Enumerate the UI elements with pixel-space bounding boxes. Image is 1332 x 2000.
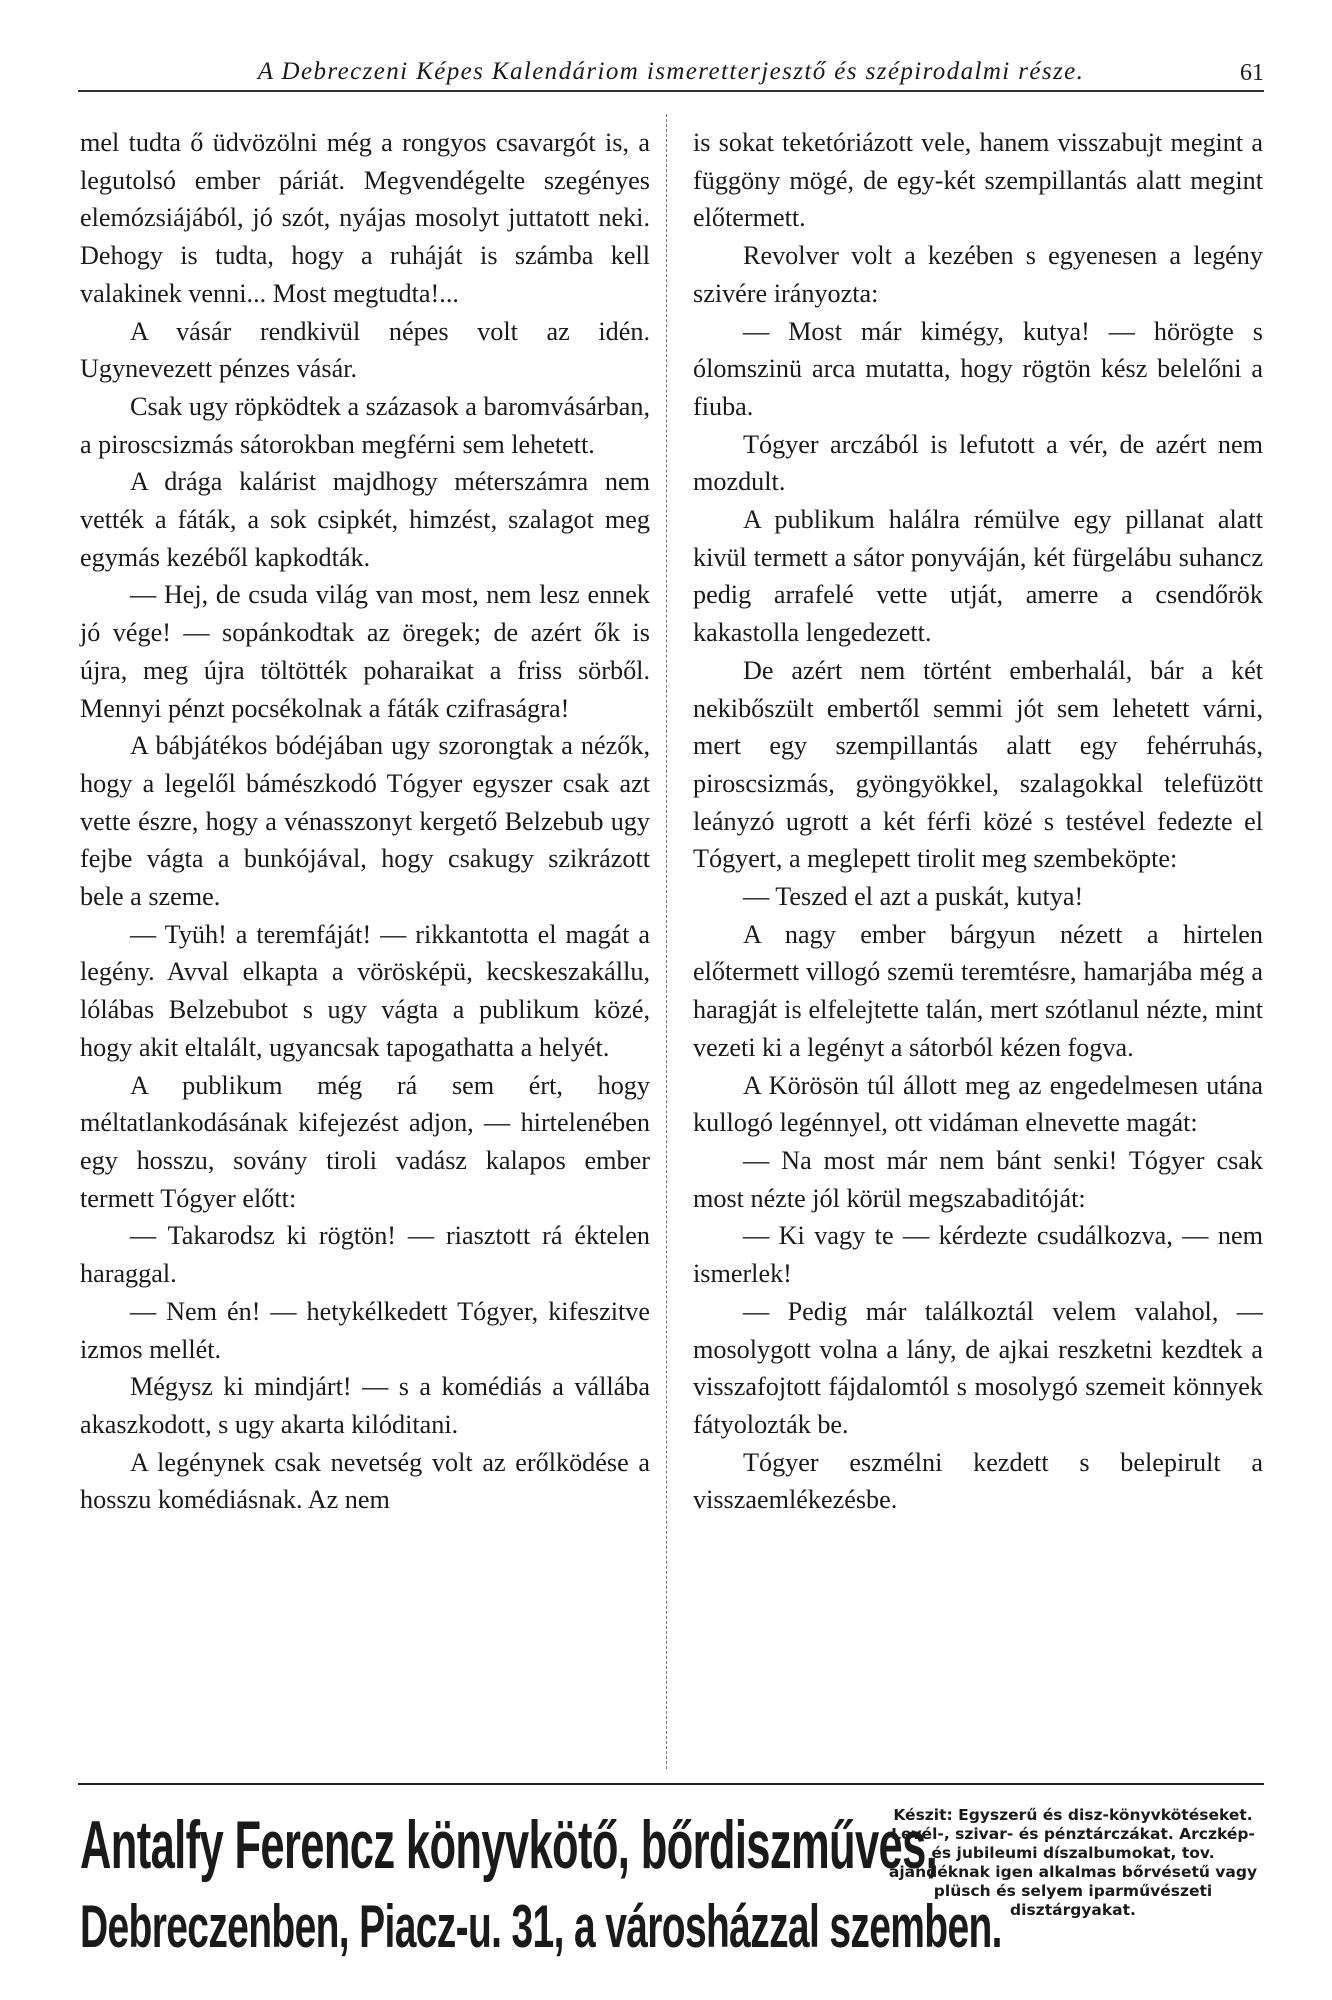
advertisement-services: Készit: Egyszerű és disz-könyvkötéseket. Levél-, szivar- és pénztárczákat. Arczkép- és jubileumi díszalbumokat, tov. ajándéknak igen alkalmas bőrvésetű vagy plüsch és selyem iparművészeti disztárgyakat. <box>888 1806 1258 1919</box>
paragraph: A Körösön túl állott meg az engedelmesen utána kullogó legénnyel, ott vidáman elnevette magát: <box>693 1070 1263 1138</box>
paragraph: Tógyer arczából is lefutott a vér, de azért nem mozdult. <box>693 429 1263 497</box>
paragraph: — Nem én! — hetykélkedett Tógyer, kifeszitve izmos mellét. <box>80 1296 650 1364</box>
paragraph: A drága kalárist majdhogy méterszámra nem vették a fáták, a sok csipkét, himzést, szalagot meg egymás kezéből kapkodták. <box>80 467 650 572</box>
paragraph: A legénynek csak nevetség volt az erőlködése a hosszu komédiásnak. Az nem <box>80 1447 650 1515</box>
paragraph: Mégysz ki mindjárt! — s a komédiás a vállába akaszkodott, s ugy akarta kilóditani. <box>80 1372 650 1439</box>
paragraph: — Na most már nem bánt senki! Tógyer csak most nézte jól körül megszabaditóját: <box>693 1145 1263 1213</box>
paragraph: — Most már kimégy, kutya! — hörögte s ólomszinü arca mutatta, hogy rögtön kész belelőni a fiuba. <box>693 316 1263 421</box>
paragraph: De azért nem történt emberhalál, bár a két nekibőszült embertől semmi jót sem lehetett várni, mert egy szempillantás alatt egy fehérruhás, piroscsizmás, gyöngyökkel, szalagokkal telefüzött leányzó ugrott a két férfi közé s testével fedezte el Tógyert, a meglepett tirolit meg szembeköpte: <box>693 655 1263 874</box>
header-rule <box>78 90 1264 92</box>
paragraph: is sokat teketóriázott vele, hanem visszabujt megint a függöny mögé, de egy-két szempillantás alatt megint előtermett. <box>693 128 1263 233</box>
paragraph: — Takarodsz ki rögtön! — riasztott rá éktelen haraggal. <box>80 1221 650 1289</box>
paragraph: A vásár rendkivül népes volt az idén. Ugynevezett pénzes vásár. <box>80 316 650 384</box>
paragraph: A nagy ember bárgyun nézett a hirtelen előtermett villogó szemü teremtésre, hamarjába még a haragját is elfelejtette talán, mert szótlanul nézte, mint vezeti ki a legényt a sátorból kézen fogva. <box>693 919 1263 1062</box>
paragraph: A publikum halálra rémülve egy pillanat alatt kivül termett a sátor ponyváján, két fürgelábu suhancz pedig arrafelé vette utját, amerre a csendőrök kakastolla lengedezett. <box>693 505 1263 648</box>
column-divider <box>666 114 667 1769</box>
right-column <box>693 124 1263 1774</box>
paragraph: Revolver volt a kezében s egyenesen a legény szivére irányozta: <box>693 241 1263 308</box>
paragraph: Csak ugy röpködtek a százasok a baromvásárban, a piroscsizmás sátorokban megférni sem lehetett. <box>80 391 650 459</box>
paragraph: — Pedig már találkoztál velem valahol, — mosolygott volna a lány, de ajkai reszketni kezdtek a visszafojtott fájdalomtól s mosolygó szemeit könnyek fátyolozták be. <box>693 1296 1263 1439</box>
advertisement-headline: Antalfy Ferencz könyvkötő, bőrdiszműves, <box>80 1807 938 1883</box>
advertisement-address: Debreczenben, Piacz-u. 31, a városházzal szemben. <box>80 1893 1002 1960</box>
running-title: A Debreczeni Képes Kalendáriom ismeretterjesztő és szépirodalmi része. <box>257 58 1085 85</box>
advertisement-rule <box>78 1783 1264 1785</box>
paragraph: mel tudta ő üdvözölni még a rongyos csavargót is, a legutolsó ember páriát. Megvendégelte szegényes elemózsiájából, jó szót, nyájas mosolyt juttatott neki. Dehogy is tudta, hogy a ruháját is számba kell valakinek venni... Most megtudta!... <box>80 128 650 308</box>
paragraph: — Teszed el azt a puskát, kutya! <box>743 882 1084 912</box>
paragraph: A publikum még rá sem ért, hogy méltatlankodásának kifejezést adjon, — hirtelenében egy hosszu, sovány tiroli vadász kalapos ember termett Tógyer előtt: <box>80 1070 650 1213</box>
paragraph: A bábjátékos bódéjában ugy szorongtak a nézők, hogy a legelől bámészkodó Tógyer egyszer csak azt vette észre, hogy a vénasszonyt kergető Belzebub ugy fejbe vágta a bunkójával, hogy csakugy szikrázott bele a szeme. <box>80 731 650 912</box>
page-number: 61 <box>1240 60 1264 86</box>
paragraph: — Tyüh! a teremfáját! — rikkantotta el magát a legény. Avval elkapta a vörösképü, kecskeszakállu, lólábas Belzebubot s ugy vágta a publikum közé, hogy akit eltalált, ugyancsak tapogathatta a helyét. <box>80 919 650 1062</box>
paragraph: — Ki vagy te — kérdezte csudálkozva, — nem ismerlek! <box>693 1221 1263 1289</box>
paragraph: — Hej, de csuda világ van most, nem lesz ennek jó vége! — sopánkodtak az öregek; de azért ők is újra, meg újra töltötték poharaikat a friss sörből. Mennyi pénzt pocsékolnak a fáták czifraságra! <box>80 580 650 723</box>
paragraph: Tógyer eszmélni kezdett s belepirult a visszaemlékezésbe. <box>693 1447 1263 1515</box>
left-column <box>80 124 650 1774</box>
